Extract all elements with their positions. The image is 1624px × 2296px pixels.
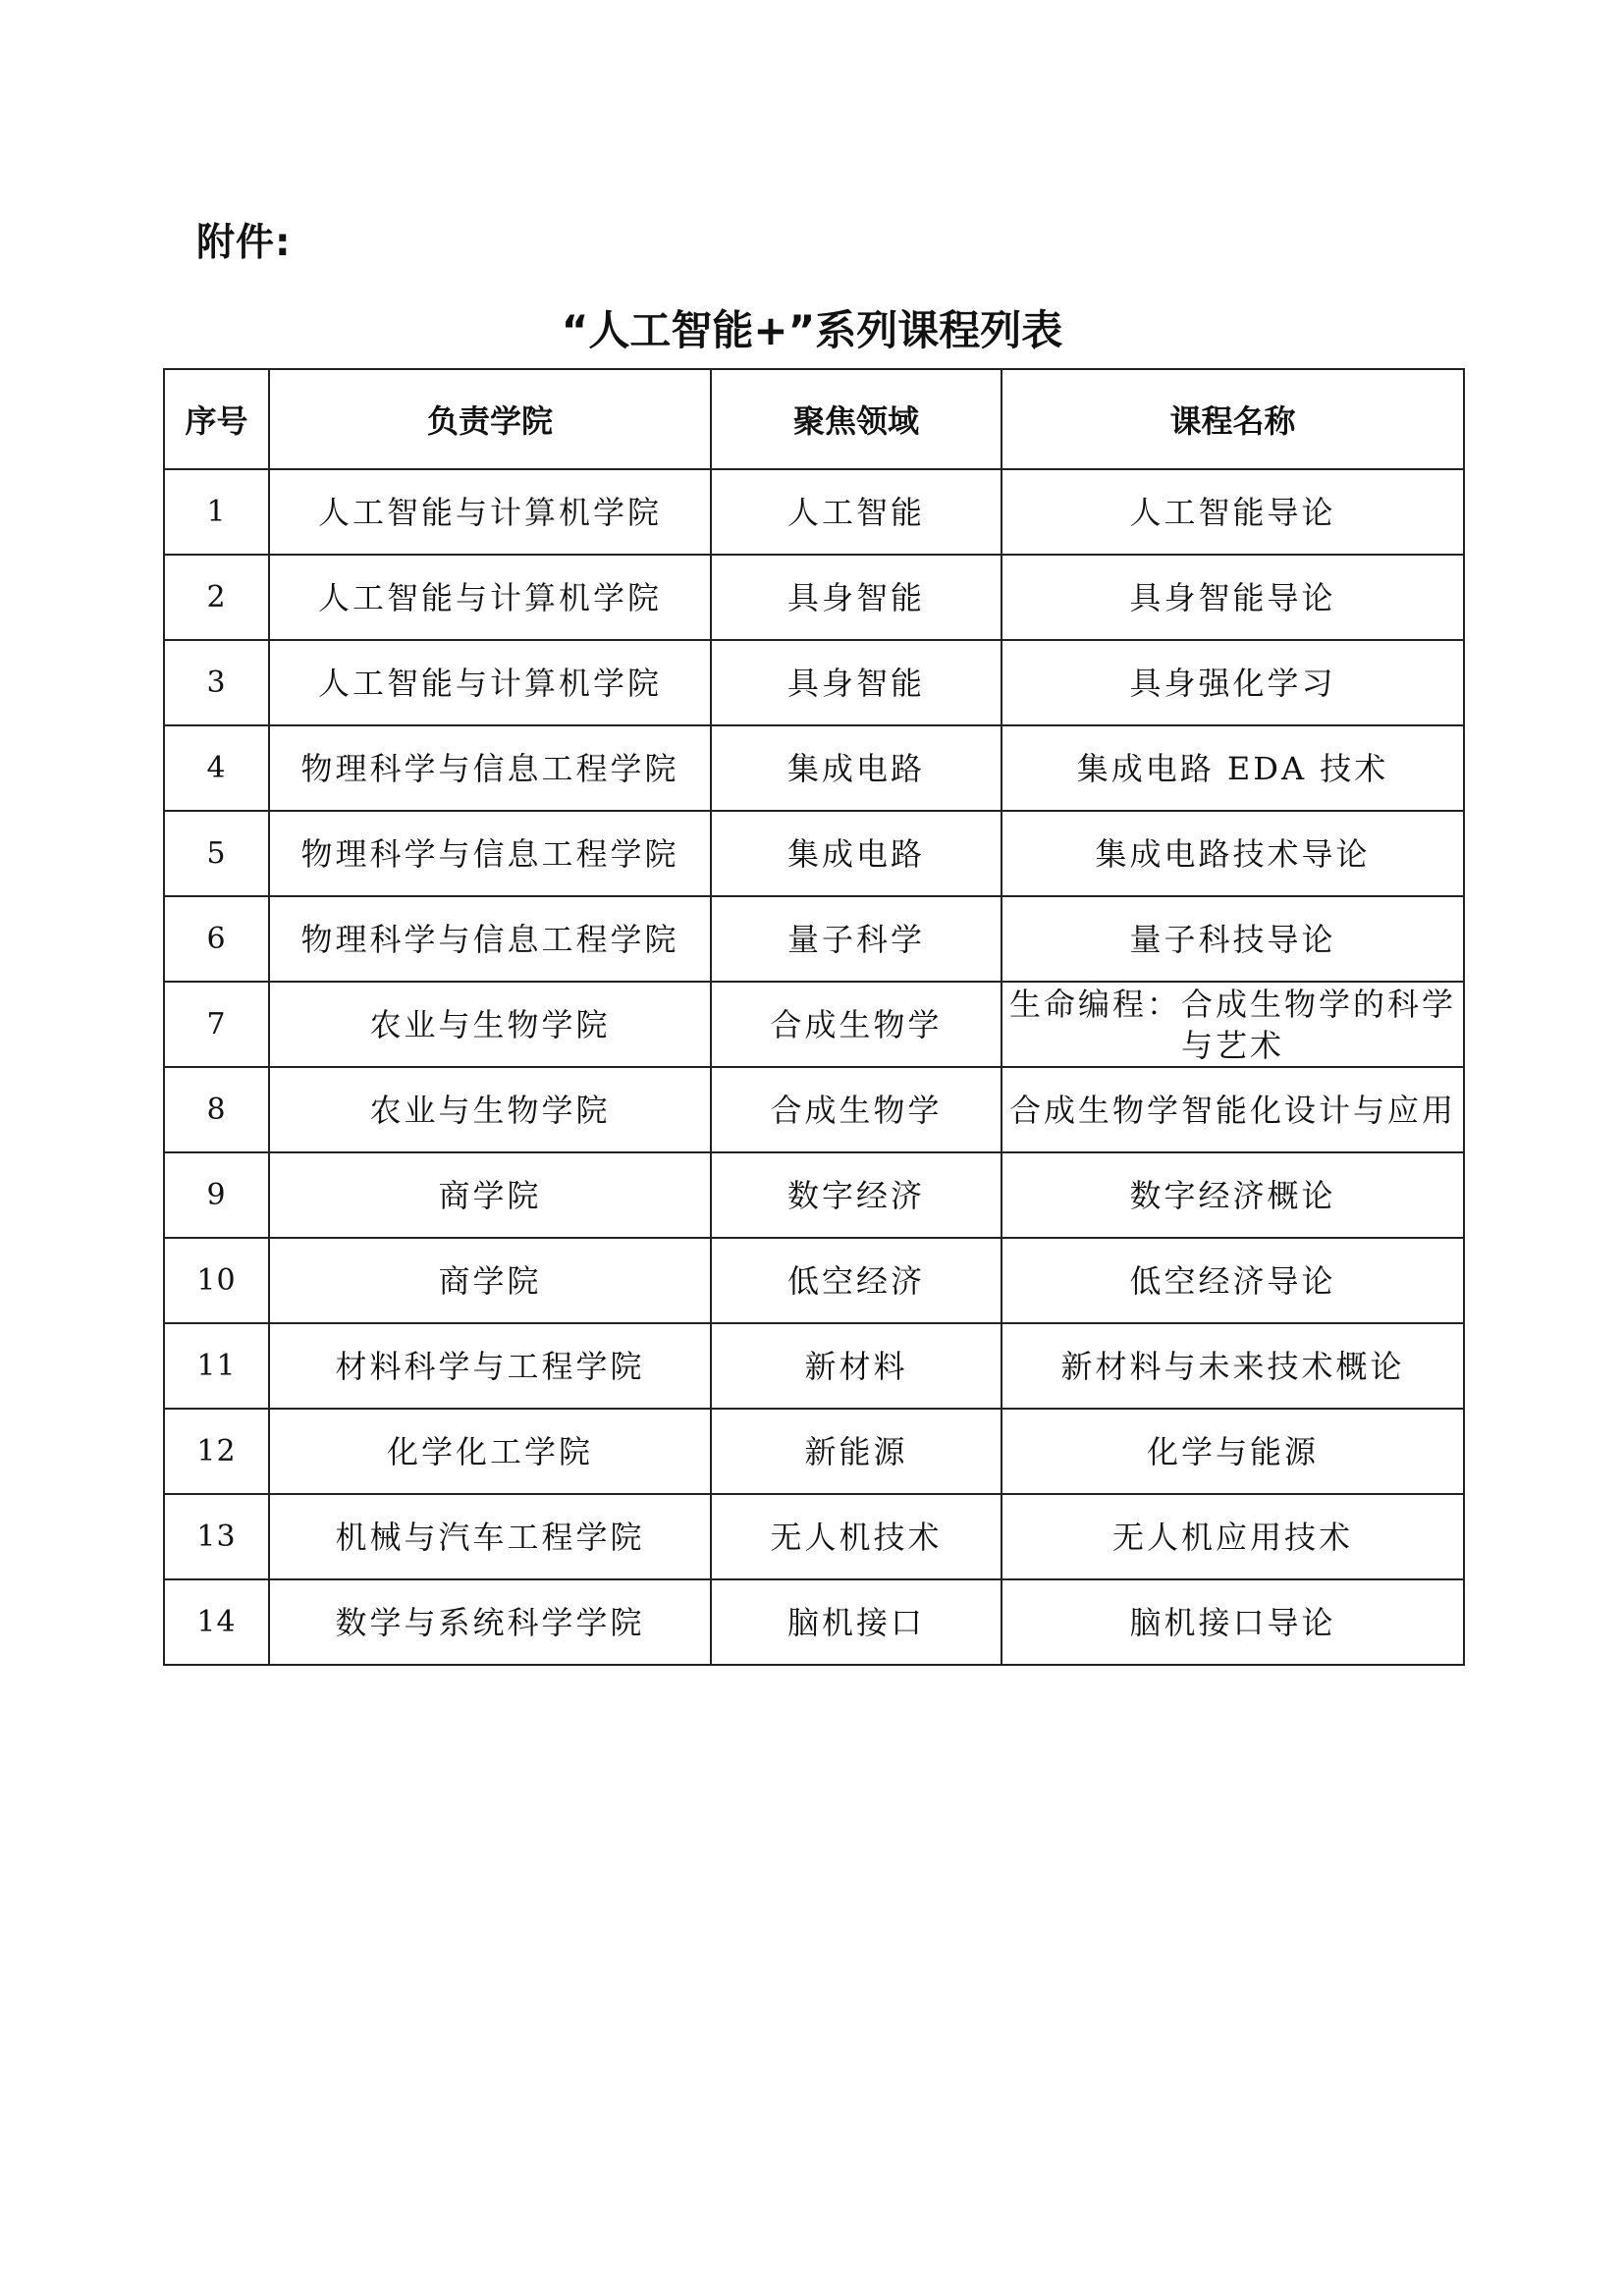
row-course: 合成生物学智能化设计与应用 (1001, 1067, 1464, 1152)
row-number: 10 (164, 1238, 269, 1323)
row-college: 数学与系统科学学院 (269, 1579, 711, 1665)
row-number: 6 (164, 896, 269, 982)
row-college: 人工智能与计算机学院 (269, 555, 711, 640)
row-course: 集成电路技术导论 (1001, 811, 1464, 896)
row-college: 农业与生物学院 (269, 982, 711, 1067)
row-college: 物理科学与信息工程学院 (269, 896, 711, 982)
table-row (164, 896, 1464, 982)
header-college: 负责学院 (269, 369, 711, 469)
row-field: 量子科学 (711, 896, 1001, 982)
table-row (164, 1409, 1464, 1494)
row-field: 新能源 (711, 1409, 1001, 1494)
row-college: 物理科学与信息工程学院 (269, 811, 711, 896)
row-field: 无人机技术 (711, 1494, 1001, 1579)
row-number: 11 (164, 1323, 269, 1409)
row-college: 物理科学与信息工程学院 (269, 725, 711, 811)
row-field: 集成电路 (711, 725, 1001, 811)
row-field: 具身智能 (711, 640, 1001, 725)
row-college: 商学院 (269, 1152, 711, 1238)
row-course: 具身智能导论 (1001, 555, 1464, 640)
table-row (164, 469, 1464, 555)
row-number: 1 (164, 469, 269, 555)
row-number: 3 (164, 640, 269, 725)
table-row (164, 640, 1464, 725)
row-field: 合成生物学 (711, 1067, 1001, 1152)
course-table (163, 368, 1465, 1666)
row-college: 农业与生物学院 (269, 1067, 711, 1152)
table-row (164, 555, 1464, 640)
row-college: 材料科学与工程学院 (269, 1323, 711, 1409)
table-row (164, 1579, 1464, 1665)
header-field: 聚焦领域 (711, 369, 1001, 469)
document-title: “人工智能+”系列课程列表 (561, 306, 1063, 354)
row-college: 人工智能与计算机学院 (269, 640, 711, 725)
table-row (164, 1238, 1464, 1323)
row-field: 数字经济 (711, 1152, 1001, 1238)
table-row (164, 1323, 1464, 1409)
header-number: 序号 (164, 369, 269, 469)
row-field: 低空经济 (711, 1238, 1001, 1323)
row-field: 脑机接口 (711, 1579, 1001, 1665)
table-row (164, 1067, 1464, 1152)
table-row (164, 725, 1464, 811)
row-course: 生命编程：合成生物学的科学与艺术 (1001, 982, 1464, 1067)
row-course: 新材料与未来技术概论 (1001, 1323, 1464, 1409)
row-field: 新材料 (711, 1323, 1001, 1409)
row-course: 人工智能导论 (1001, 469, 1464, 555)
row-course: 集成电路 EDA 技术 (1001, 725, 1464, 811)
row-course: 具身强化学习 (1001, 640, 1464, 725)
row-number: 12 (164, 1409, 269, 1494)
row-course: 化学与能源 (1001, 1409, 1464, 1494)
table-row (164, 1494, 1464, 1579)
row-number: 4 (164, 725, 269, 811)
table-row (164, 1152, 1464, 1238)
table-row (164, 811, 1464, 896)
row-college: 化学化工学院 (269, 1409, 711, 1494)
row-field: 集成电路 (711, 811, 1001, 896)
row-college: 商学院 (269, 1238, 711, 1323)
row-course: 量子科技导论 (1001, 896, 1464, 982)
row-course: 无人机应用技术 (1001, 1494, 1464, 1579)
attachment-label: 附件: (196, 221, 292, 265)
row-number: 5 (164, 811, 269, 896)
row-field: 具身智能 (711, 555, 1001, 640)
row-number: 7 (164, 982, 269, 1067)
row-course: 数字经济概论 (1001, 1152, 1464, 1238)
row-course: 低空经济导论 (1001, 1238, 1464, 1323)
row-college: 机械与汽车工程学院 (269, 1494, 711, 1579)
row-number: 9 (164, 1152, 269, 1238)
table-row (164, 982, 1464, 1067)
row-number: 13 (164, 1494, 269, 1579)
row-number: 2 (164, 555, 269, 640)
table-header-row (164, 369, 1464, 469)
row-field: 合成生物学 (711, 982, 1001, 1067)
header-course: 课程名称 (1001, 369, 1464, 469)
row-number: 14 (164, 1579, 269, 1665)
row-course: 脑机接口导论 (1001, 1579, 1464, 1665)
row-college: 人工智能与计算机学院 (269, 469, 711, 555)
row-field: 人工智能 (711, 469, 1001, 555)
row-number: 8 (164, 1067, 269, 1152)
